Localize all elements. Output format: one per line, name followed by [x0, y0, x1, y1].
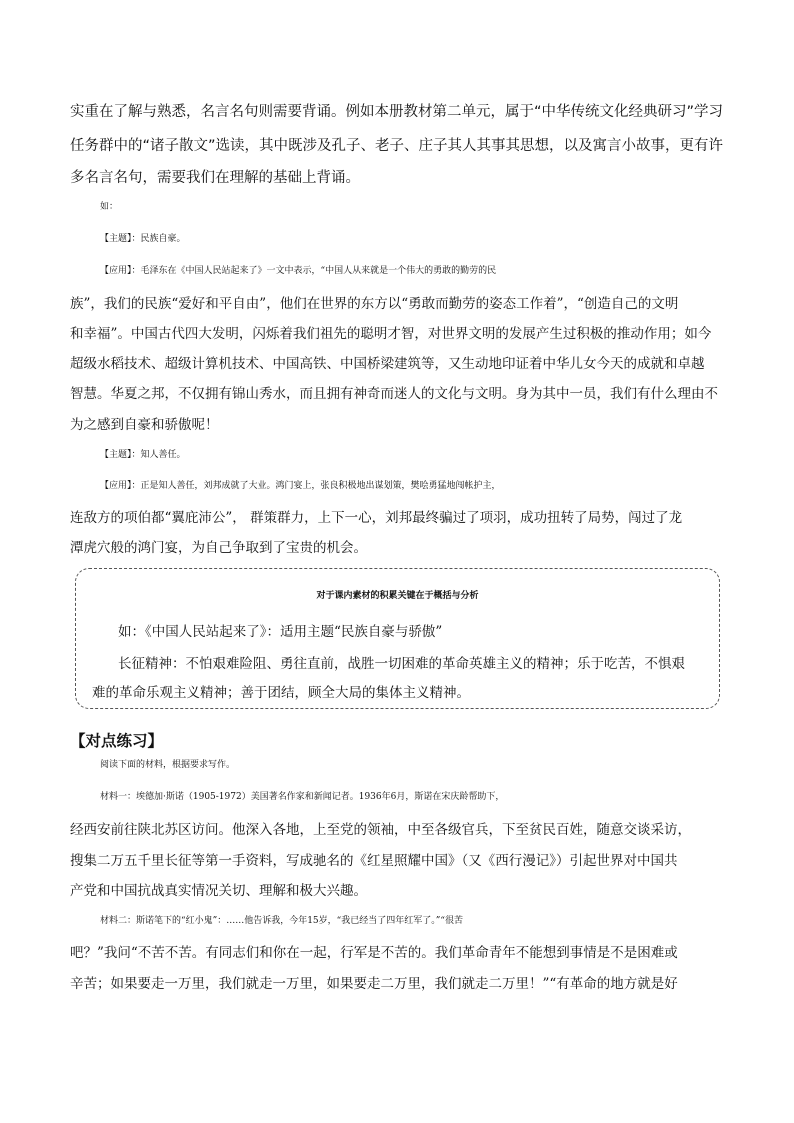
material-2-line-1: 材料二：斯诺笔下的“红小鬼”：……他告诉我，今年15岁，“我已经当了四年红军了。”“很苦 — [100, 916, 463, 926]
application-1-line-2: 族”，我们的民族“爱好和平自由”，他们在世界的东方以“勇敢而勤劳的姿态工作着”，“创造自己的文明 — [70, 296, 679, 312]
application-2-line-1: 【应用】：正是知人善任，刘邦成就了大业。鸿门宴上，张良积极地出谋划策，樊哙勇猛地闯帐护主， — [100, 481, 501, 491]
practice-title: 【对点练习】 — [70, 732, 164, 750]
application-1-line-5: 智慧。华夏之邦，不仅拥有锦山秀水，而且拥有神奇而迷人的文化与文明。身为其中一员，我们有什么理由不 — [70, 386, 718, 402]
material-1-line-3: 搜集二万五千里长征等第一手资料，写成驰名的《红星照耀中国》（又《西行漫记》）引起世界对中国共 — [70, 853, 678, 869]
application-1-line-1: 【应用】：毛泽东在《中国人民站起来了》一文中表示，“中国人从来就是一个伟大的勇敢的勤劳的民 — [100, 266, 497, 276]
intro-line-2: 任务群中的“诸子散文”选读，其中既涉及孔子、老子、庄子其人其事其思想，以及寓言小故事，更有许 — [70, 138, 724, 154]
application-1-line-4: 超级水稻技术、超级计算机技术、中国高铁、中国桥梁建筑等，又生动地印证着中华儿女今天的成就和卓越 — [70, 356, 705, 372]
example-label: 如： — [100, 202, 119, 212]
application-2-line-3: 潭虎穴般的鸿门宴，为自己争取到了宝贵的机会。 — [70, 540, 367, 556]
theme-2: 【主题】：知人善任。 — [100, 450, 186, 460]
tip-box — [75, 568, 720, 709]
application-1-line-6: 为之感到自豪和骄傲呢！ — [70, 417, 219, 433]
material-2-line-2: 吧？”我问“不苦不苦。有同志们和你在一起，行军是不苦的。我们革命青年不能想到事情是不是困难或 — [70, 945, 678, 961]
material-1-line-1: 材料一：埃德加·斯诺（1905-1972）美国著名作家和新闻记者。1936年6月，斯诺在宋庆龄帮助下， — [100, 792, 505, 802]
intro-line-1: 实重在了解与熟悉，名言名句则需要背诵。例如本册教材第二单元，属于“中华传统文化经典研习”学习 — [70, 104, 724, 120]
intro-line-3: 多名言名句，需要我们在理解的基础上背诵。 — [70, 170, 360, 186]
material-1-line-2: 经西安前往陕北苏区访问。他深入各地，上至党的领袖，中至各级官兵，下至贫民百姓，随意交谈采访， — [70, 822, 691, 838]
tip-box-line-2: 长征精神：不怕艰难险阻、勇往直前，战胜一切困难的革命英雄主义的精神；乐于吃苦，不惧艰 — [118, 656, 685, 672]
material-2-line-3: 辛苦；如果要走一万里，我们就走一万里，如果要走二万里，我们就走二万里！”“有革命的地方就是好 — [70, 976, 678, 992]
tip-box-title: 对于课内素材的积累关键在于概括与分析 — [316, 591, 479, 601]
application-2-line-2: 连敌方的项伯都“翼庇沛公”， 群策群力，上下一心，刘邦最终骗过了项羽，成功扭转了局势，闯过了龙 — [70, 510, 683, 526]
material-1-line-4: 产党和中国抗战真实情况关切、理解和极大兴趣。 — [70, 883, 367, 899]
practice-instruction: 阅读下面的材料，根据要求写作。 — [100, 760, 236, 770]
application-1-line-3: 和幸福”。中国古代四大发明，闪烁着我们祖先的聪明才智，对世界文明的发展产生过积极的推动作用；如今 — [70, 326, 712, 342]
tip-box-line-3: 难的革命乐观主义精神；善于团结，顾全大局的集体主义精神。 — [92, 685, 470, 701]
theme-1: 【主题】：民族自豪。 — [100, 234, 186, 244]
tip-box-line-1: 如：《中国人民站起来了》：适用主题“民族自豪与骄傲” — [118, 624, 443, 640]
